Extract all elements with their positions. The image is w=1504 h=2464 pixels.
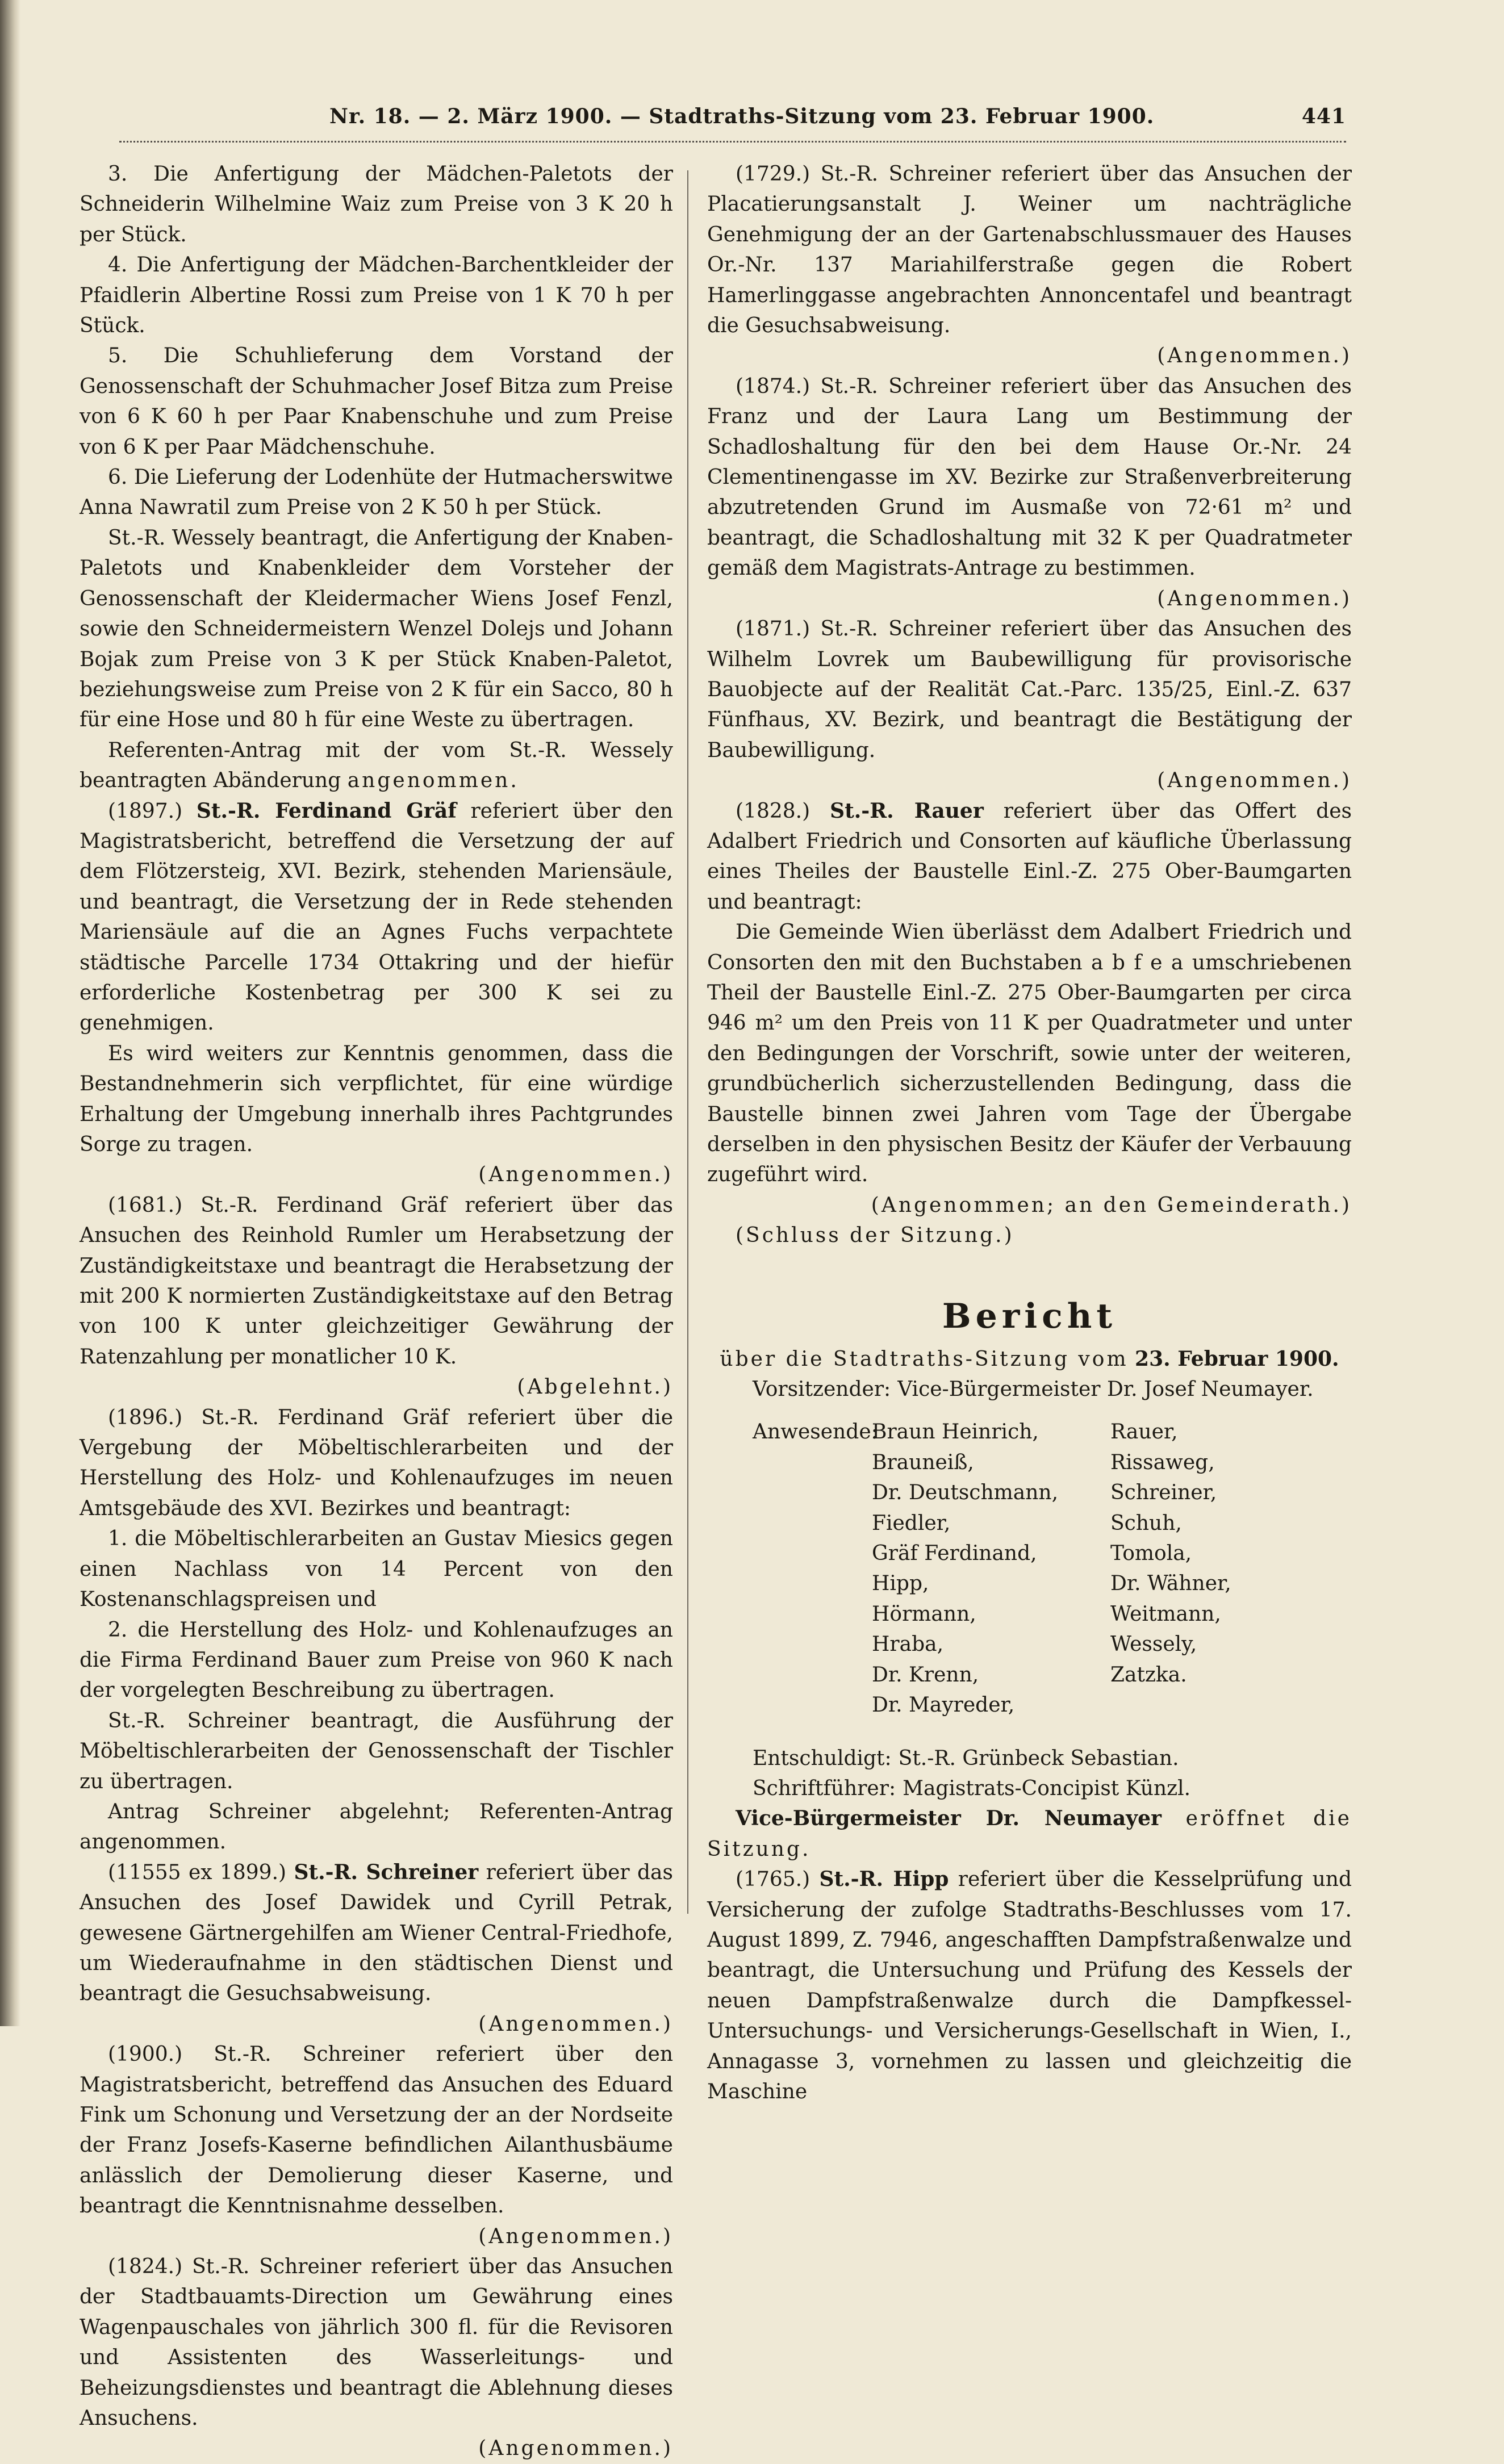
result-accepted: (Angenommen.) [478, 2224, 673, 2248]
item-3: 3. Die Anfertigung der Mädchen-Paletots der Schneiderin Wilhelmine Waiz zum Preise von 3 K 20 h per Stück. [80, 162, 673, 246]
agenda-1896-point-2: 2. die Herstellung des Holz- und Kohlenaufzuges an die Firma Ferdinand Bauer zum Preise von 960 K nach der vorgelegten Beschreibung zu übertragen. [80, 1618, 673, 1702]
result-accepted: (Angenommen.) [1157, 344, 1352, 368]
attendee: Brauneiß, [872, 1450, 974, 1474]
chair-name: Vice-Bürgermeister Dr. Josef Neumayer. [897, 1378, 1314, 1402]
agenda-1871: (1871.) St.-R. Schreiner referiert über das Ansuchen des Wilhelm Lovrek um Baubewilligung für provisorische Bauobjecte auf der Realität Cat.-Parc. 135/25, Einl.-Z. 637 Fünfhaus, XV. Bezirk, und beantragt die Bestätigung der Baubewilligung. [707, 617, 1352, 762]
speaker-name: St.-R. Hipp [819, 1867, 949, 1892]
result-accepted: (Angenommen.) [478, 2437, 673, 2461]
attendee: Fiedler, [872, 1511, 951, 1535]
agenda-1897 [80, 796, 673, 1039]
page-header [91, 102, 1352, 136]
item-5: 5. Die Schuhlieferung dem Vorstand der Genossenschaft der Schuhmacher Josef Bitza zum Preise von 6 K 60 h per Paar Knabenschuhe und zum Preise von 6 K per Paar Mädchenschuhe. [80, 344, 673, 459]
excused-line [707, 1743, 1352, 1773]
agenda-1681: (1681.) St.-R. Ferdinand Gräf referiert über das Ansuchen des Reinhold Rumler um Herabsetzung der Zuständigkeitstaxe und beantragt die Herabsetzung der mit 200 K normierten Zuständigkeitstaxe auf den Betrag von 100 K unter gleichzeitiger Gewährung der Ratenzahlung per monatlicher 10 K. [80, 1193, 673, 1369]
attendee: Gräf Ferdinand, [872, 1542, 1037, 1566]
section-heading-bericht: Bericht [942, 1296, 1117, 1336]
attendee: Zatzka. [1110, 1663, 1187, 1687]
excused-label: Entschuldigt: [753, 1746, 892, 1770]
attendee: Dr. Krenn, [872, 1663, 979, 1687]
attendee: Schuh, [1110, 1511, 1182, 1535]
page-number: 441 [1301, 104, 1346, 128]
chair-label: Vorsitzender: [753, 1378, 891, 1402]
result-accepted: (Angenommen.) [1157, 769, 1352, 793]
agenda-1897-note: Es wird weiters zur Kenntnis genommen, dass die Bestandnehmerin sich verpflichtet, für eine würdige Erhaltung der Umgebung innerhalb ihres Pachtgrundes Sorge zu tragen. [80, 1041, 673, 1156]
agenda-1874: (1874.) St.-R. Schreiner referiert über das Ansuchen des Franz und der Laura Lang um Bestimmung der Schadloshaltung für den bei dem Hause Or.-Nr. 24 Clementinengasse im XV. Bezirke zur Straßenverbreiterung abzutretenden Grund im Ausmaße von 72·61 m² und beantragt, die Schadloshaltung mit 32 K per Quadratmeter gemäß dem Magistrats-Antrage zu bestimmen. [707, 374, 1352, 580]
section-subheading [707, 1344, 1352, 1374]
result-accepted: (Angenommen.) [1157, 587, 1352, 610]
left-column [80, 159, 673, 2464]
attendee: Dr. Wähner, [1110, 1572, 1231, 1596]
excused-name: St.-R. Grünbeck Sebastian. [898, 1746, 1179, 1770]
agenda-number: (1828.) [736, 799, 811, 823]
attendee: Rissaweg, [1110, 1450, 1215, 1474]
speaker-name: St.-R. Rauer [830, 798, 984, 823]
secretary-label: Schriftführer: [753, 1776, 896, 1800]
page-edge-shadow [0, 0, 20, 2026]
agenda-1828 [707, 796, 1352, 918]
attendee: Hörmann, [872, 1602, 976, 1626]
agenda-1896-point-1: 1. die Möbeltischlerarbeiten an Gustav Miesics gegen einen Nachlass von 14 Percent von den Kostenanschlagspreisen und [80, 1527, 673, 1612]
agenda-number: (1897.) [108, 799, 183, 823]
opening-text: eröffnet die Sitzung. [707, 1807, 1352, 1861]
chair-line [707, 1374, 1352, 1404]
speaker-name: St.-R. Ferdinand Gräf [196, 798, 457, 823]
attendee: Hraba, [872, 1633, 944, 1656]
attendee: Wessely, [1110, 1633, 1197, 1656]
opening-speaker: Vice-Bürgermeister Dr. Neumayer [736, 1806, 1162, 1831]
attendee: Rauer, [1110, 1420, 1178, 1444]
session-close: (Schluss der Sitzung.) [736, 1224, 1014, 1248]
attendee: Schreiner, [1110, 1481, 1217, 1505]
agenda-1765 [707, 1864, 1352, 2107]
agenda-11555 [80, 1858, 673, 2009]
attendee: Dr. Mayreder, [872, 1693, 1015, 1717]
wessely-motion: St.-R. Wessely beantragt, die Anfertigung der Knaben-Paletots und Knabenkleider dem Vorsteher der Genossenschaft der Kleidermacher Wiens Josef Fenzl, sowie den Schneidermeistern Wenzel Dolejs und Johann Bojak zum Preise von 3 K per Stück Knaben-Paletot, beziehungsweise zum Preise von 2 K für ein Sacco, 80 h für eine Hose und 80 h für eine Weste zu übertragen. [80, 526, 673, 732]
attendee: Braun Heinrich, [872, 1420, 1039, 1444]
running-title: Nr. 18. — 2. März 1900. — Stadtraths-Sitzung vom 23. Februar 1900. [329, 104, 1155, 128]
agenda-text: referiert über die Kesselprüfung und Versicherung der zufolge Stadtraths-Beschlusses vom 17. August 1899, Z. 7946, angeschafften Dampfstraßenwalze und beantragt, die Untersuchung und Prüfung des Kessels der neuen Dampfstraßenwalze durch die Dampfkessel-Untersuchungs- und Versicherungs-Gesellschaft in Wien, I., Annagasse 3, vornehmen zu lassen und gleichzeitig die Maschine [707, 1868, 1352, 2103]
agenda-1900: (1900.) St.-R. Schreiner referiert über den Magistratsbericht, betreffend das Ansuchen des Eduard Fink um Schonung und Versetzung der an der Nordseite der Franz Josefs-Kaserne befindlichen Ailanthusbäume anlässlich der Demolierung dieser Kaserne, und beantragt die Kenntnisnahme desselben. [80, 2043, 673, 2218]
motion-result: angenommen. [347, 769, 519, 793]
session-opening [707, 1804, 1352, 1864]
result-accepted-gemeinderath: (Angenommen; an den Gemeinderath.) [871, 1193, 1352, 1217]
speaker-name: St.-R. Schreiner [294, 1860, 479, 1884]
agenda-text: referiert über den Magistratsbericht, betreffend die Versetzung der auf dem Flötzersteig, XVI. Bezirk, stehenden Mariensäule, und beantragt, die Versetzung der in Rede stehenden Mariensäule auf die an Agnes Fuchs verpachtete städtische Parcelle 1734 Ottakring und der hiefür erforderliche Kostenbetrag per 300 K sei zu genehmigen. [80, 799, 673, 1035]
motion-text: Referenten-Antrag mit der vom St.-R. Wessely beantragten Abänderung [80, 738, 673, 793]
item-6: 6. Die Lieferung der Lodenhüte der Hutmacherswitwe Anna Nawratil zum Preise von 2 K 50 h per Stück. [80, 466, 673, 520]
result-rejected: (Abgelehnt.) [517, 1375, 673, 1399]
right-column [707, 159, 1352, 2107]
secretary-name: Magistrats-Concipist Künzl. [903, 1776, 1191, 1800]
referent-motion [80, 735, 673, 796]
result-accepted: (Angenommen.) [478, 2012, 673, 2036]
agenda-1896: (1896.) St.-R. Ferdinand Gräf referiert über die Vergebung der Möbeltischlerarbeiten und der Herstellung des Holz- und Kohlenaufzuges im neuen Amtsgebäude des XVI. Bezirkes und beantragt: [80, 1405, 673, 1520]
subheading-date: 23. Februar 1900. [1135, 1346, 1339, 1371]
attendees-list [753, 1417, 1352, 1720]
attendees-label: Anwesende: [753, 1420, 878, 1444]
attendee: Weitmann, [1110, 1602, 1221, 1626]
agenda-1729: (1729.) St.-R. Schreiner referiert über das Ansuchen der Placatierungsanstalt J. Weiner um nachträgliche Genehmigung der an der Gartenabschlussmauer des Hauses Or.-Nr. 137 Mariahilferstraße gegen die Robert Hamerlinggasse angebrachten Annoncentafel und beantragt die Gesuchsabweisung. [707, 162, 1352, 338]
subheading-text: über die Stadtraths-Sitzung vom [720, 1347, 1129, 1371]
agenda-number: (11555 ex 1899.) [108, 1860, 287, 1884]
result-accepted: (Angenommen.) [478, 1163, 673, 1187]
attendee: Hipp, [872, 1572, 929, 1596]
schreiner-motion: St.-R. Schreiner beantragt, die Ausführung der Möbeltischlerarbeiten der Genossenschaft der Tischler zu übertragen. [80, 1709, 673, 1793]
agenda-1828-resolution: Die Gemeinde Wien überlässt dem Adalbert Friedrich und Consorten den mit den Buchstaben a b f e a umschriebenen Theil der Baustelle Einl.-Z. 275 Ober-Baumgarten per circa 946 m² um den Preis von 11 K per Quadratmeter und unter den Bedingungen der Vorschrift, sowie unter der weiteren, grundbücherlich sicherzustellenden Bedingung, dass die Baustelle binnen zwei Jahren vom Tage der Übergabe derselben in den physischen Besitz der Käufer der Verbauung zugeführt wird. [707, 921, 1352, 1187]
vote-result: Antrag Schreiner abgelehnt; Referenten-Antrag angenommen. [80, 1800, 673, 1854]
item-4: 4. Die Anfertigung der Mädchen-Barchentkleider der Pfaidlerin Albertine Rossi zum Preise von 1 K 70 h per Stück. [80, 253, 673, 338]
column-divider [687, 170, 688, 1914]
attendee: Tomola, [1110, 1542, 1192, 1566]
agenda-text: referiert über das Offert des Adalbert Friedrich und Consorten auf käufliche Überlassung eines Theiles der Baustelle Einl.-Z. 275 Ober-Baumgarten und beantragt: [707, 799, 1352, 914]
secretary-line [707, 1773, 1352, 1804]
header-rule [119, 136, 1346, 143]
agenda-text: referiert über das Ansuchen des Josef Dawidek und Cyrill Petrak, gewesene Gärtnergehilfen am Wiener Central-Friedhofe, um Wiederaufnahme in den städtischen Dienst und beantragt die Gesuchsabweisung. [80, 1860, 673, 2006]
agenda-1824: (1824.) St.-R. Schreiner referiert über das Ansuchen der Stadtbauamts-Direction um Gewährung eines Wagenpauschales von jährlich 300 fl. für die Revisoren und Assistenten des Wasserleitungs- und Beheizungsdienstes und beantragt die Ablehnung dieses Ansuchens. [80, 2255, 673, 2430]
agenda-number: (1765.) [736, 1868, 811, 1892]
attendee: Dr. Deutschmann, [872, 1481, 1059, 1505]
